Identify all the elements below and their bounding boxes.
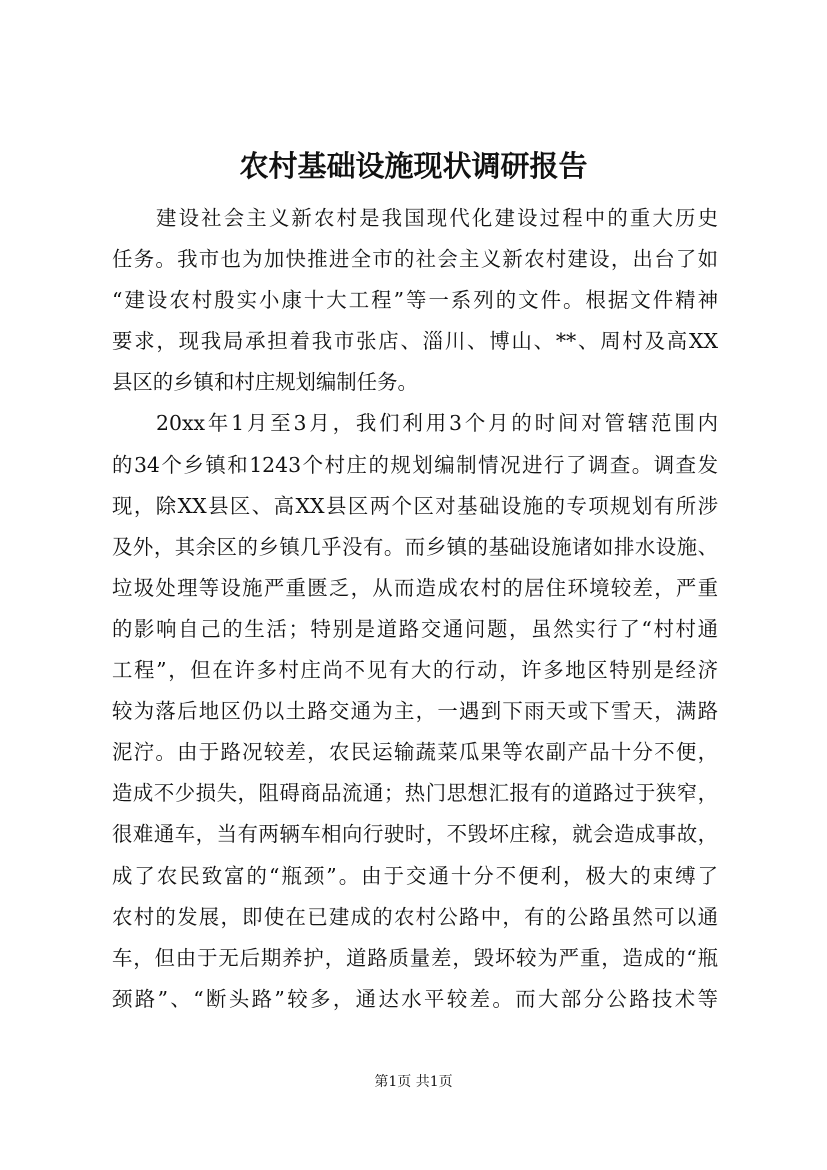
text-line: 要求，现我局承担着我市张店、淄川、博山、**、周村及高XX [112, 329, 718, 354]
text-line: 任务。我市也为加快推进全市的社会主义新农村建设，出台了如 [112, 247, 718, 272]
page-footer: 第1页 共1页 [374, 1074, 453, 1090]
text-line: 农村的发展，即使在已建成的农村公路中，有的公路虽然可以通 [112, 904, 718, 929]
text-line: 造成不少损失，阻碍商品流通；热门思想汇报有的道路过于狭窄， [112, 781, 718, 806]
text-line: 县区的乡镇和村庄规划编制任务。 [112, 370, 418, 395]
text-line: 的影响自己的生活；特别是道路交通问题，虽然实行了“村村通 [112, 616, 718, 641]
paragraph-2 [112, 403, 718, 1019]
text-line: 建设社会主义新农村是我国现代化建设过程中的重大历史 [156, 206, 718, 230]
text-line: 的34个乡镇和1243个村庄的规划编制情况进行了调查。调查发 [112, 452, 718, 477]
text-line: 较为落后地区仍以土路交通为主，一遇到下雨天或下雪天，满路 [112, 699, 718, 724]
text-line: 20xx年1月至3月，我们利用3个月的时间对管辖范围内 [156, 411, 718, 436]
text-line: 颈路”、“断头路”较多，通达水平较差。而大部分公路技术等 [112, 986, 718, 1011]
text-line: “建设农村殷实小康十大工程”等一系列的文件。根据文件精神 [112, 288, 718, 313]
paragraph-1 [112, 198, 718, 403]
text-line: 工程”，但在许多村庄尚不见有大的行动，许多地区特别是经济 [112, 658, 718, 683]
text-line: 泥泞。由于路况较差，农民运输蔬菜瓜果等农副产品十分不便， [112, 740, 718, 765]
text-line: 垃圾处理等设施严重匮乏，从而造成农村的居住环境较差，严重 [112, 575, 718, 600]
text-line: 很难通车，当有两辆车相向行驶时，不毁坏庄稼，就会造成事故， [112, 822, 718, 847]
text-line: 现，除XX县区、高XX县区两个区对基础设施的专项规划有所涉 [112, 493, 718, 518]
text-line: 及外，其余区的乡镇几乎没有。而乡镇的基础设施诸如排水设施、 [112, 534, 718, 559]
text-line: 成了农民致富的“瓶颈”。由于交通十分不便利，极大的束缚了 [112, 863, 718, 888]
document-body [112, 198, 718, 1020]
text-line: 车，但由于无后期养护，道路质量差，毁坏较为严重，造成的“瓶 [112, 945, 718, 970]
document-title: 农村基础设施现状调研报告 [239, 149, 588, 183]
